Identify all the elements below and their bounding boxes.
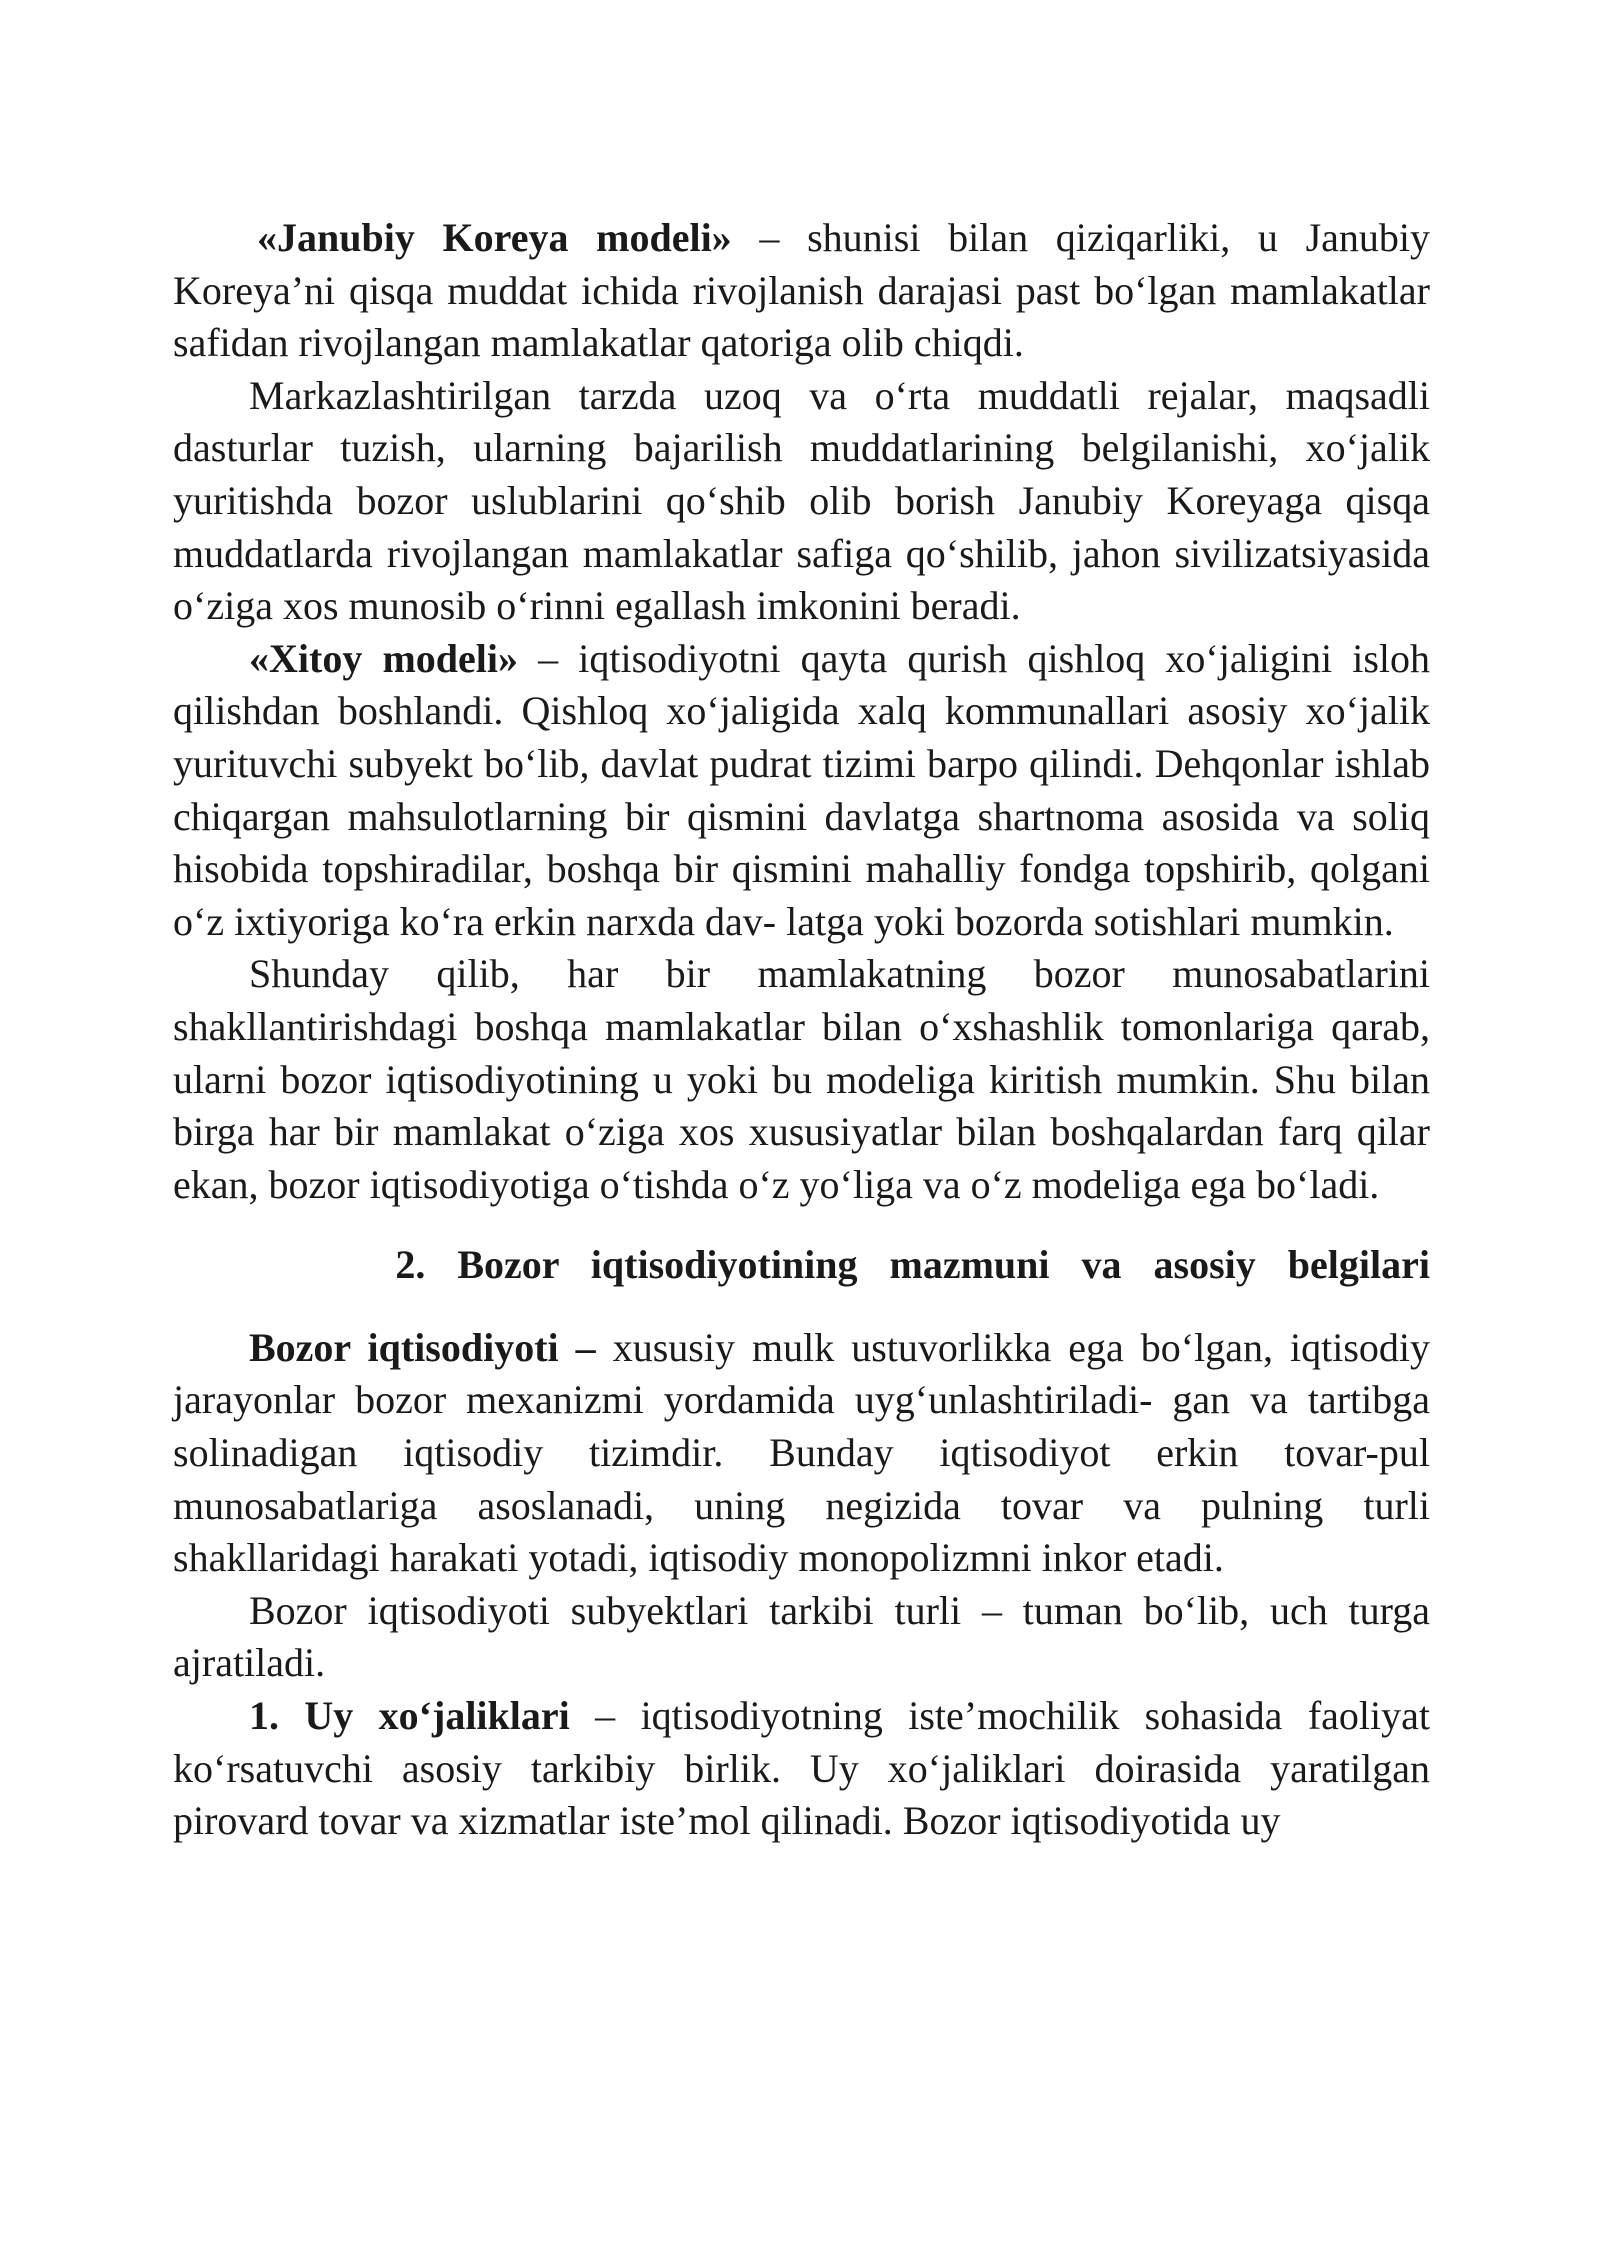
paragraph-text: Shunday qilib, har bir mamlakatning bozor munosabatlarini shakllantirishdagi boshqa mamlakatlar bilan o‘xshashlik tomonlariga qarab, ularni bozor iqtisodiyotining u yoki bu modeliga kiritish mumkin. Shu bilan birga har bir mamlakat o‘ziga xos xususiyatlar bilan boshqalardan farq qilar ekan, bozor iqtisodiyotiga o‘tishda o‘z yo‘liga va o‘z modeliga ega bo‘ladi.: [173, 951, 1430, 1207]
section-heading: 2. Bozor iqtisodiyotining mazmuni va asosiy belgilari: [395, 1242, 1430, 1288]
paragraph-conclusion: [173, 948, 1430, 1211]
term-market-economy: Bozor iqtisodiyoti –: [249, 1324, 596, 1370]
term-households: 1. Uy xo‘jaliklari: [249, 1693, 570, 1739]
document-page: [173, 212, 1430, 1848]
paragraph-text: Bozor iqtisodiyoti subyektlari tarkibi turli – tuman bo‘lib, uch turga ajratiladi.: [173, 1587, 1430, 1686]
paragraph-households: [173, 1690, 1430, 1848]
paragraph-south-korea-model: [173, 212, 1430, 370]
paragraph-centralized-planning: [173, 370, 1430, 633]
paragraph-text: – iqtisodiyotni qayta qurish qishloq xo‘jaligini isloh qilishdan boshlandi. Qishloq xo‘jaligida xalq kommunallari asosiy xo‘jalik yurituvchi subyekt bo‘lib, davlat pudrat tizimi barpo qilindi. Dehqonlar ishlab chiqargan mahsulotlarning bir qismini davlatga shartnoma asosida va soliq hisobida topshiradilar, boshqa bir qismini mahalliy fondga topshirib, qolgani o‘z ixtiyoriga ko‘ra erkin narxda dav- latga yoki bozorda sotishlari mumkin.: [173, 635, 1430, 944]
paragraph-text: Markazlashtirilgan tarzda uzoq va o‘rta muddatli rejalar, maqsadli dasturlar tuzish, ularning bajarilish muddatlarining belgilanishi, xo‘jalik yuritishda bozor uslublarini qo‘shib olib borish Janubiy Koreyaga qisqa muddatlarda rivojlangan mamlakatlar safiga qo‘shilib, jahon sivilizatsiyasida o‘ziga xos munosib o‘rinni egallash imkonini beradi.: [173, 372, 1430, 629]
paragraph-text: – shunisi bilan qiziqarliki, u Janubiy Koreya’ni qisqa muddat ichida rivojlanish darajasi past bo‘lgan mamlakatlar safidan rivojlangan mamlakatlar qatoriga olib chiqdi.: [173, 215, 1431, 366]
paragraph-china-model: [173, 633, 1430, 949]
paragraph-market-economy-definition: [173, 1322, 1430, 1585]
paragraph-text: xususiy mulk ustuvorlikka ega bo‘lgan, iqtisodiy jarayonlar bozor mexanizmi yordamida uyg‘unlashtiriladi- gan va tartibga solinadigan iqtisodiy tizimdir. Bunday iqtisodiyot erkin tovar-pul munosabatlariga asoslanadi, uning negizida tovar va pulning turli shakllaridagi harakati yotadi, iqtisodiy monopolizmni inkor etadi.: [173, 1324, 1430, 1581]
term-south-korea-model: «Janubiy Koreya modeli»: [257, 215, 732, 260]
paragraph-text: – iqtisodiyotning iste’mochilik sohasida faoliyat ko‘rsatuvchi asosiy tarkibiy birlik. Uy xo‘jaliklari doirasida yaratilgan pirovard tovar va xizmatlar iste’mol qilinadi. Bozor iqtisodiyotida uy: [173, 1693, 1430, 1844]
paragraph-subjects: [173, 1585, 1430, 1690]
term-china-model: «Xitoy modeli»: [249, 635, 518, 681]
